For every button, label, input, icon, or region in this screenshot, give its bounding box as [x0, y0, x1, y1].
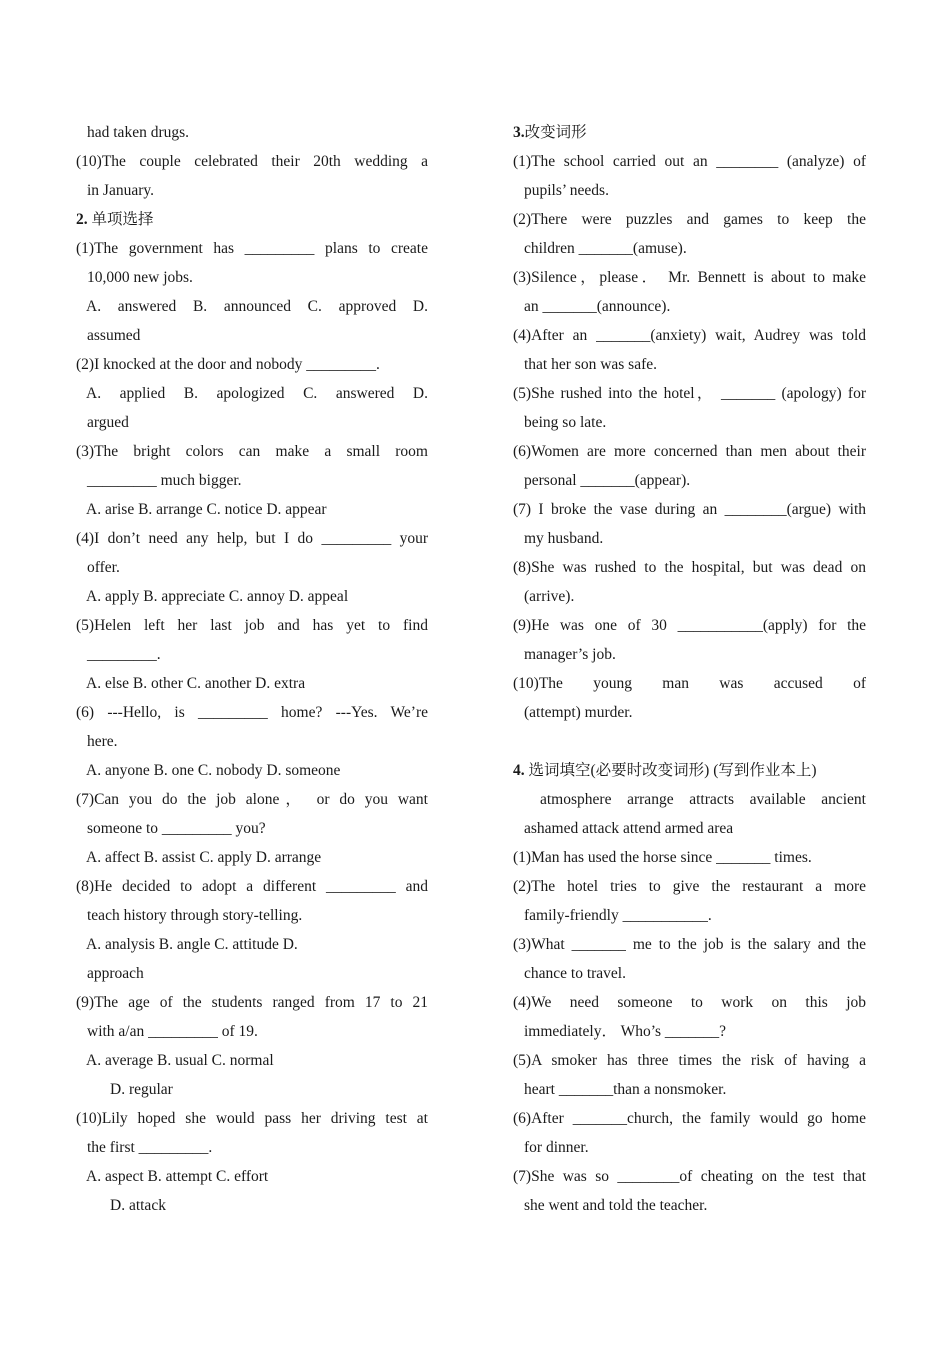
right-column [513, 118, 866, 1220]
answer-options-line: A. aspect B. attempt C. effort [86, 1168, 269, 1185]
question-text-line: chance to travel. [524, 965, 626, 982]
question-text-line: offer. [87, 559, 120, 576]
question-text-line: approach [87, 965, 144, 982]
question-text-line: personal _______(appear). [524, 472, 691, 489]
question-text-line: in January. [87, 182, 155, 199]
question-text-line: family-friendly ___________. [524, 907, 712, 924]
question-text-line: heart _______than a nonsmoker. [524, 1081, 727, 1098]
question-text-line: 10,000 new jobs. [87, 269, 193, 286]
question-text-line: with a/an _________ of 19. [87, 1023, 258, 1040]
question-text-line: (attempt) murder. [524, 704, 633, 721]
question-text-line: (4)After an _______(anxiety) wait, Audrey was told [513, 327, 866, 344]
question-text-line: (2)There were puzzles and games to keep the [513, 211, 866, 228]
question-text-line: my husband. [524, 530, 604, 547]
question-text-line: (5)A smoker has three times the risk of having a [513, 1052, 866, 1069]
question-text-line: (10)Lily hoped she would pass her driving test at [76, 1110, 428, 1127]
question-text-line: children _______(amuse). [524, 240, 687, 257]
question-text-line: (4)I don’t need any help, but I do _________ your [76, 530, 428, 547]
question-text-line: (arrive). [524, 588, 575, 605]
question-text-line: that her son was safe. [524, 356, 657, 373]
question-text-line: the first _________. [87, 1139, 213, 1156]
question-text-line: assumed [87, 327, 141, 344]
section-heading [513, 118, 866, 147]
question-text-line: (6) ---Hello, is _________ home? ---Yes. We’re [76, 704, 428, 721]
answer-options-line: D. attack [110, 1197, 166, 1214]
question-text-line: (6)After _______church, the family would go home [513, 1110, 866, 1127]
question-text-line: (8)She was rushed to the hospital, but was dead on [513, 559, 866, 576]
question-text-line: (1)The school carried out an ________ (analyze) of [513, 153, 866, 170]
section-heading [76, 205, 428, 234]
answer-options-line: A. arise B. arrange C. notice D. appear [86, 501, 327, 518]
question-text-line: for dinner. [524, 1139, 589, 1156]
question-text-line: (6)Women are more concerned than men about their [513, 443, 866, 460]
section-number: 2. [76, 211, 88, 228]
section-number: 3. [513, 124, 525, 141]
question-text-line: immediately． Who’s _______? [524, 1023, 727, 1040]
question-text-line: had taken drugs. [87, 124, 190, 141]
answer-options-line: A. answered B. announced C. approved D. [86, 298, 428, 315]
answer-options-line: A. applied B. apologized C. answered D. [86, 385, 428, 402]
left-column [76, 118, 428, 1220]
question-text-line: (3)The bright colors can make a small room [76, 443, 428, 460]
question-text-line: here. [87, 733, 118, 750]
question-text-line: (1)The government has _________ plans to create [76, 240, 428, 257]
question-text-line: (2)The hotel tries to give the restaurant a more [513, 878, 866, 895]
question-text-line: someone to _________ you? [87, 820, 266, 837]
question-text-line: (3)Silence，please． Mr. Bennett is about to make [513, 269, 866, 286]
question-text-line: (7)Can you do the job alone， or do you want [76, 791, 428, 808]
answer-options-line: A. affect B. assist C. apply D. arrange [86, 849, 322, 866]
question-text-line: (7)She was so ________of cheating on the test that [513, 1168, 866, 1185]
section-title: 选词填空(必要时改变词形) (写到作业本上) [524, 762, 817, 779]
question-text-line: she went and told the teacher. [524, 1197, 708, 1214]
question-text-line: (9)The age of the students ranged from 17 to 21 [76, 994, 428, 1011]
section-number: 4. [513, 762, 525, 779]
section-heading [513, 756, 866, 785]
question-text-line: (8)He decided to adopt a different _________ and [76, 878, 428, 895]
question-text-line: an _______(announce). [524, 298, 671, 315]
question-text-line: (7) I broke the vase during an ________(argue) with [513, 501, 866, 518]
question-text-line: (9)He was one of 30 ___________(apply) for the [513, 617, 866, 634]
blank-spacer [513, 727, 866, 756]
word-bank-line: atmosphere arrange attracts available ancient [540, 791, 866, 808]
question-text-line: (4)We need someone to work on this job [513, 994, 866, 1011]
question-text-line: (3)What _______ me to the job is the salary and the [513, 936, 866, 953]
question-text-line: argued [87, 414, 129, 431]
question-text-line: _________. [87, 646, 161, 663]
question-text-line: ashamed attack attend armed area [524, 820, 734, 837]
question-text-line: (2)I knocked at the door and nobody _________. [76, 356, 380, 373]
question-text-line: pupils’ needs. [524, 182, 609, 199]
question-text-line: (1)Man has used the horse since _______ times. [513, 849, 812, 866]
question-text-line: _________ much bigger. [87, 472, 242, 489]
answer-options-line: A. analysis B. angle C. attitude D. [86, 936, 298, 953]
answer-options-line: A. average B. usual C. normal [86, 1052, 274, 1069]
answer-options-line: D. regular [110, 1081, 173, 1098]
answer-options-line: A. else B. other C. another D. extra [86, 675, 306, 692]
question-text-line: being so late. [524, 414, 607, 431]
question-text-line: teach history through story-telling. [87, 907, 303, 924]
question-text-line: manager’s job. [524, 646, 616, 663]
answer-options-line: A. apply B. appreciate C. annoy D. appeal [86, 588, 349, 605]
question-text-line: (5)She rushed into the hotel， _______ (apology) for [513, 385, 866, 402]
question-text-line: (10)The couple celebrated their 20th wedding a [76, 153, 428, 170]
section-title: 改变词形 [524, 124, 587, 141]
question-text-line: (10)The young man was accused of [513, 675, 866, 692]
question-text-line: (5)Helen left her last job and has yet to find [76, 617, 428, 634]
answer-options-line: A. anyone B. one C. nobody D. someone [86, 762, 341, 779]
section-title: 单项选择 [87, 211, 154, 228]
